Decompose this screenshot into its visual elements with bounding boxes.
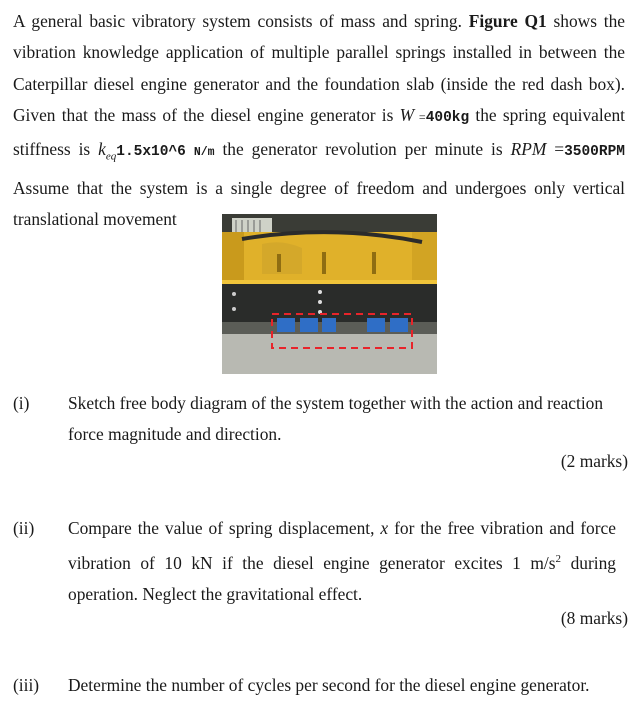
question-i-line-2: force magnitude and direction. — [68, 424, 282, 444]
stiffness-value: 1.5x10^6 — [116, 144, 186, 161]
rpm-value: 3500RPM — [564, 144, 625, 161]
generator-photo — [222, 214, 437, 374]
intro-line-3: Caterpillar diesel engine generator and the foundation slab (inside the red dash box). — [13, 73, 625, 94]
figure-ref: Figure Q1 — [468, 11, 547, 31]
question-ii-line-2: vibration of 10 kN if the diesel engine generator excites 1 $m/s^2$ during — [68, 552, 616, 573]
intro-line-5: stiffness is $k_{eq}1.5x10\^{}6$ N/m the generator revolution per minute is RPM =3500RPM — [13, 139, 625, 163]
intro-line-1: A general basic vibratory system consists of mass and spring. Figure Q1 shows the — [13, 11, 626, 31]
question-iii-line-1: Determine the number of cycles per second for the diesel engine generator. — [68, 675, 590, 695]
intro-line-6: Assume that the system is a single degree of freedom and undergoes only vertical — [13, 177, 625, 198]
mass-value: 400kg — [425, 109, 470, 126]
question-number: (i) — [13, 393, 30, 413]
question-number: (iii) — [13, 675, 40, 695]
question-ii-line-1: Compare the value of spring displacement, x for the free vibration and force — [68, 518, 616, 538]
intro-line-2: vibration knowledge application of multiple parallel springs installed in between the — [13, 42, 625, 63]
problem-statement — [13, 6, 625, 236]
question-ii-line-3: operation. Neglect the gravitational effect. — [68, 583, 363, 604]
marks-ii: (8 marks) — [560, 608, 628, 628]
question-i-line-1: Sketch free body diagram of the system together with the action and reaction — [68, 393, 604, 413]
intro-line-4: Given that the mass of the diesel engine generator is W =400kg the spring equivalent — [13, 104, 625, 126]
intro-line-7: translational movement — [13, 209, 177, 230]
marks-i: (2 marks) — [560, 451, 628, 471]
question-number: (ii) — [13, 518, 35, 538]
